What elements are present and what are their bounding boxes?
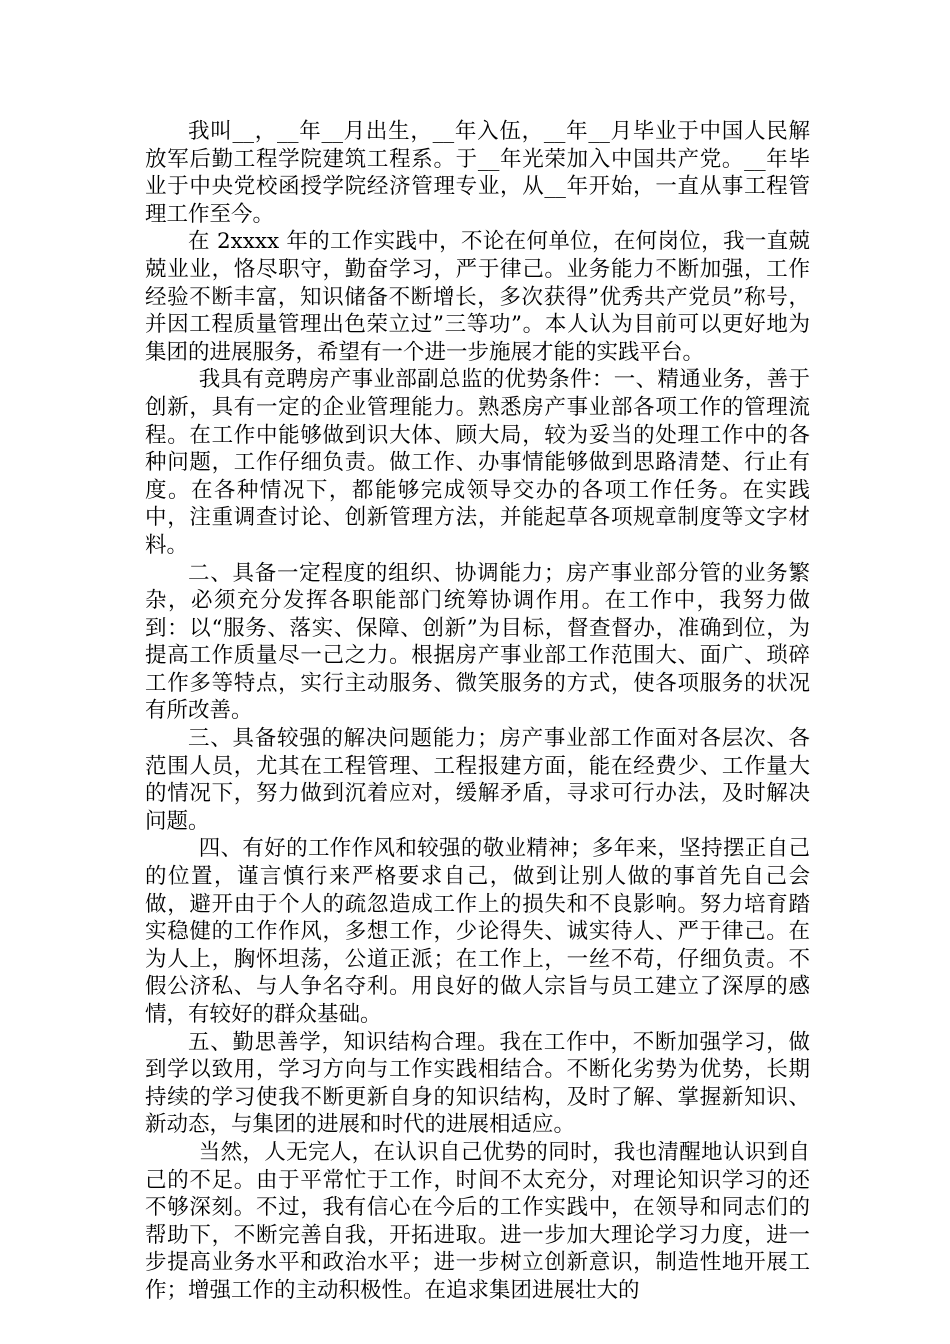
paragraph-self-introduction: 我叫__，__年__月出生，__年入伍，__年__月毕业于中国人民解放军后勤工程学院建筑工程系。于__年光荣加入中国共产党。__年毕业于中央党校函授学院经济管理专业，从__年开始，一直从事工程管理工作至今。 <box>145 119 810 227</box>
paragraph-advantages-four: 四、有好的工作作风和较强的敬业精神；多年来，坚持摆正自己的位置，谨言慎行来严格要求自己，做到让别人做的事首先自己会做，避开由于个人的疏忽造成工作上的损失和不良影响。努力培育踏实稳健的工作作风，多想工作，少论得失、诚实待人、严于律己。在为人上，胸怀坦荡，公道正派；在工作上，一丝不苟，仔细负责。不假公济私、与人争名夺利。用良好的做人宗旨与员工建立了深厚的感情，有较好的群众基础。 <box>145 836 810 1027</box>
document-page <box>145 118 810 1305</box>
paragraph-shortcomings: 当然，人无完人，在认识自己优势的同时，我也清醒地认识到自己的不足。由于平常忙于工作，时间不太充分，对理论知识学习的还不够深刻。不过，我有信心在今后的工作实践中，在领导和同志们的帮助下，不断完善自我，开拓进取。进一步加大理论学习力度，进一步提高业务水平和政治水平；进一步树立创新意识，制造性地开展工作；增强工作的主动积极性。在追求集团进展壮大的 <box>145 1139 810 1303</box>
paragraph-advantages-five: 五、勤思善学，知识结构合理。我在工作中，不断加强学习，做到学以致用，学习方向与工作实践相结合。不断化劣势为优势，长期持续的学习使我不断更新自身的知识结构，及时了解、掌握新知识、新动态，与集团的进展和时代的进展相适应。 <box>145 1029 810 1138</box>
paragraph-advantages-two: 二、具备一定程度的组织、协调能力；房产事业部分管的业务繁杂，必须充分发挥各职能部门统筹协调作用。在工作中，我努力做到：以“服务、落实、保障、创新”为目标，督查督办，准确到位，为提高工作质量尽一己之力。根据房产事业部工作范围大、面广、琐碎工作多等特点，实行主动服务、微笑服务的方式，使各项服务的状况有所改善。 <box>145 560 810 724</box>
paragraph-advantages-three: 三、具备较强的解决问题能力；房产事业部工作面对各层次、各范围人员，尤其在工程管理、工程报建方面，能在经费少、工作量大的情况下，努力做到沉着应对，缓解矛盾，寻求可行办法，及时解决问题。 <box>145 726 810 834</box>
paragraph-work-practice: 在 2xxxx 年的工作实践中，不论在何单位，在何岗位，我一直兢兢业业，恪尽职守，勤奋学习，严于律己。业务能力不断加强，工作经验不断丰富，知识储备不断增长，多次获得”优秀共产党员”称号，并因工程质量管理出色荣立过”三等功”。本人认为目前可以更好地为集团的进展服务，希望有一个进一步施展才能的实践平台。 <box>145 229 810 365</box>
paragraph-advantages-one: 我具有竞聘房产事业部副总监的优势条件：一、精通业务，善于创新，具有一定的企业管理能力。熟悉房产事业部各项工作的管理流程。在工作中能够做到识大体、顾大局，较为妥当的处理工作中的各种问题，工作仔细负责。做工作、办事情能够做到思路清楚、行止有度。在各种情况下，都能够完成领导交办的各项工作任务。在实践中，注重调查讨论、创新管理方法，并能起草各项规章制度等文字材料。 <box>145 367 810 558</box>
